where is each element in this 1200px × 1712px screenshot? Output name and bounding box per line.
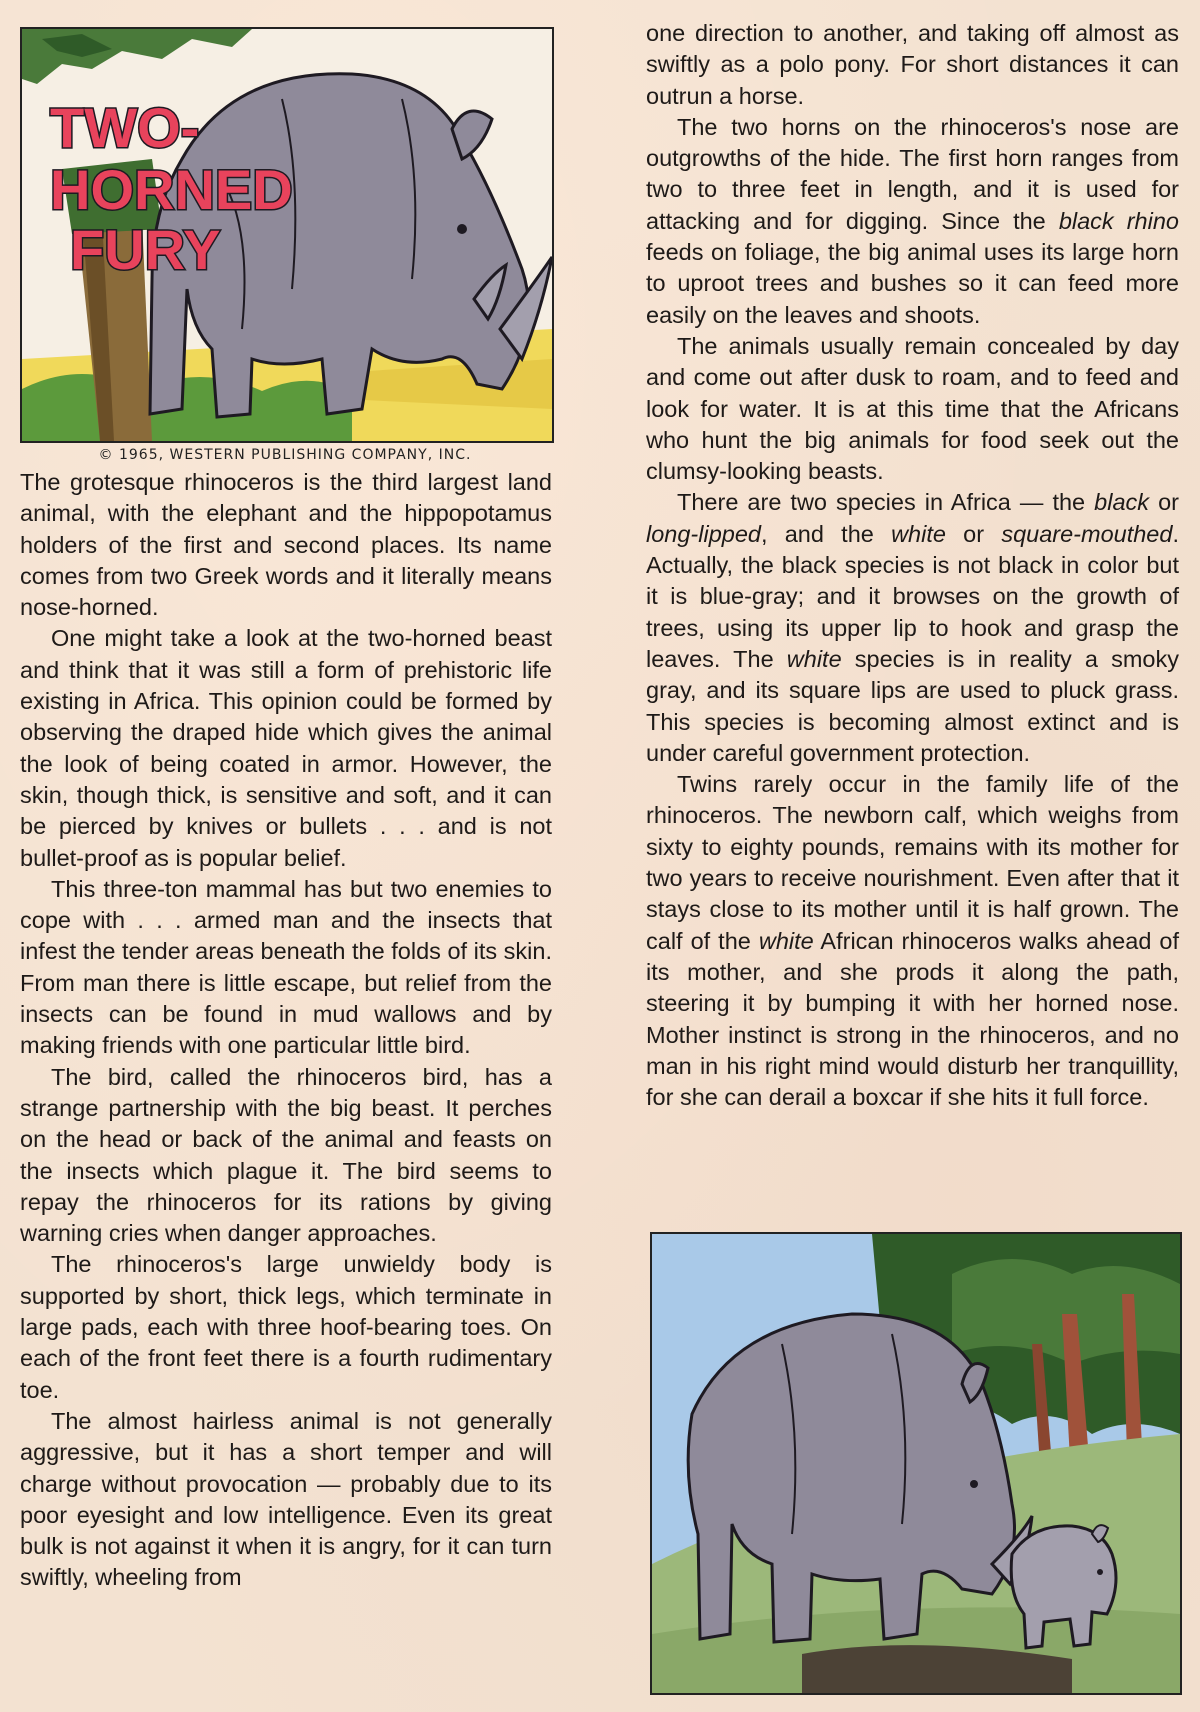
- paragraph: The animals usually remain concealed by day and come out after dusk to roam, and to feed and look for water. It is at this time that the Africans who hunt the big animals for food seek out the clumsy-looking beasts.: [646, 332, 1179, 485]
- title-line-3: FURY: [70, 218, 221, 281]
- paragraph: There are two species in Africa — the black or long-lipped, and the white or square-mouthed. Actually, the black species is not black in color but it is blue-gray; and it browses on the growth of trees, using its upper lip to hook and grasp the leaves. The white species is in reality a smoky gray, and its square lips are used to pluck grass. This species is becoming almost extinct and is under careful government protection.: [646, 489, 1179, 766]
- title-line-1: TWO-: [50, 96, 200, 159]
- paragraph: The bird, called the rhinoceros bird, has a strange partnership with the big beast. It perches on the head or back of the animal and feasts on the insects which plague it. The bird seems to repay the rhinoceros for its rations by giving warning cries when danger approaches.: [20, 1063, 552, 1247]
- title-line-2: HORNED: [50, 158, 293, 221]
- title-illustration-panel: [20, 27, 554, 443]
- paragraph: One might take a look at the two-horned beast and think that it was still a form of prehistoric life existing in Africa. This opinion could be formed by observing the draped hide which gives the animal the look of being coated in armor. However, the skin, though thick, is sensitive and soft, and it can be pierced by knives or bullets . . . and is not bullet-proof as is popular belief.: [20, 625, 552, 871]
- rhino-mother-calf-illustration: [652, 1234, 1180, 1693]
- paragraph: This three-ton mammal has but two enemies to cope with . . . armed man and the insects that infest the tender areas beneath the folds of its skin. From man there is little escape, but relief from the insects can be found in mud wallows and by making friends with one particular little bird.: [20, 875, 552, 1059]
- paragraph: The almost hairless animal is not generally aggressive, but it has a short temper and will charge without provocation — probably due to its poor eyesight and low intelligence. Even its great bulk is not against it when it is angry, for it can turn swiftly, wheeling from: [20, 1407, 552, 1591]
- rhino-grazing-illustration: [22, 29, 552, 441]
- paragraph: The rhinoceros's large unwieldy body is supported by short, thick legs, which terminate in large pads, each with three hoof-bearing toes. On each of the front feet there is a fourth rudimentary toe.: [20, 1251, 552, 1403]
- paragraph: Twins rarely occur in the family life of the rhinoceros. The newborn calf, which weighs from sixty to eighty pounds, remains with its mother for two years to receive nourishment. Even after that it stays close to its mother until it is half grown. The calf of the white African rhinoceros walks ahead of its mother, and she prods it along the path, steering it by bumping it with her horned nose. Mother instinct is strong in the rhinoceros, and no man in his right mind would disturb her tranquillity, for she can derail a boxcar if she hits it full force.: [646, 771, 1179, 1111]
- paragraph: one direction to another, and taking off almost as swiftly as a polo pony. For short distances it can outrun a horse.: [646, 20, 1179, 109]
- paragraph: The two horns on the rhinoceros's nose are outgrowths of the hide. The first horn ranges from two to three feet in length, and it is used for attacking and for digging. Since the black rhino feeds on foliage, the big animal uses its large horn to uproot trees and bushes so it can feed more easily on the leaves and shoots.: [646, 113, 1179, 328]
- right-text-column: [646, 18, 1179, 1113]
- copyright-notice: © 1965, WESTERN PUBLISHING COMPANY, INC.: [98, 447, 472, 463]
- left-text-column: [20, 467, 552, 1594]
- paragraph: The grotesque rhinoceros is the third largest land animal, with the elephant and the hippopotamus holders of the first and second places. Its name comes from two Greek words and it literally means nose-horned.: [20, 469, 552, 621]
- mother-and-calf-illustration-panel: [650, 1232, 1182, 1695]
